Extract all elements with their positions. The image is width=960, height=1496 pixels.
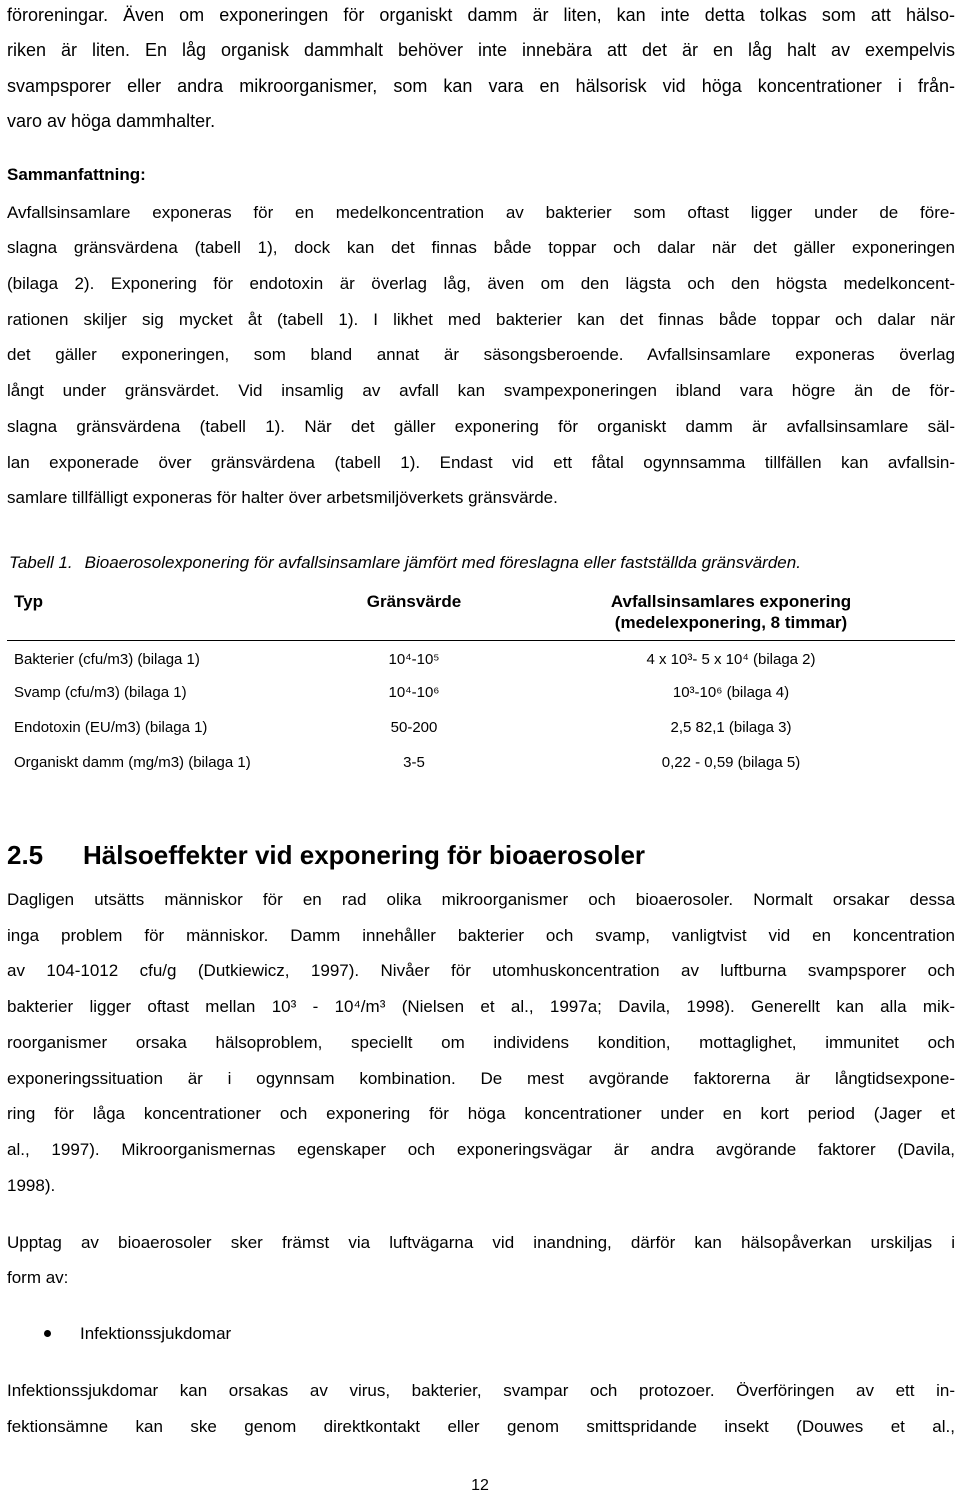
table-caption <box>9 553 801 573</box>
table-header-type: Typ <box>14 592 43 611</box>
table-cell-limit: 50-200 <box>390 719 438 736</box>
paragraph-line: bakterier ligger oftast mellan 10³ - 10⁴/m³ (Nielsen et al., 1997a; Davila, 1998). Generellt kan alla mik- <box>7 997 955 1016</box>
table-cell-type: Bakterier (cfu/m3) (bilaga 1) <box>14 651 200 668</box>
paragraph-line: al., 1997). Mikroorganismernas egenskaper och exponeringsvägar är andra avgörande faktorer (Davila, <box>7 1140 955 1159</box>
summary-line: slagna gränsvärdena (tabell 1), dock kan det finnas både toppar och dalar när det gäller exponeringen <box>7 238 955 257</box>
table-cell-type: Svamp (cfu/m3) (bilaga 1) <box>14 684 187 701</box>
table-cell-limit: 3-5 <box>403 754 425 771</box>
paragraph-line: av 104-1012 cfu/g (Dutkiewicz, 1997). Nivåer för utomhuskoncentration av luftburna svampsporer och <box>7 961 955 980</box>
summary-line: slagna gränsvärdena (tabell 1). När det gäller exponering för organiskt damm är avfallsinsamlare säl- <box>7 417 955 436</box>
table-caption-label: Tabell 1. <box>9 553 73 572</box>
summary-line: samlare tillfälligt exponeras för halter över arbetsmiljöverkets gränsvärde. <box>7 488 558 507</box>
intro-line: föroreningar. Även om exponeringen för organiskt damm är liten, kan inte detta tolkas som att hälso- <box>7 5 955 25</box>
paragraph-line: roorganismer orsaka hälsoproblem, speciellt om individens kondition, mottaglighet, immunitet och <box>7 1033 955 1052</box>
list-item: Infektionssjukdomar <box>80 1324 232 1343</box>
summary-line: (bilaga 2). Exponering för endotoxin är överlag låg, även om den lägsta och den högsta medelkoncent- <box>7 274 955 293</box>
summary-line: lan exponerade över gränsvärdena (tabell 1). Endast vid ett fåtal ogynnsamma tillfällen kan avfallsin- <box>7 453 955 472</box>
section-title: Hälsoeffekter vid exponering för bioaerosoler <box>83 840 646 870</box>
section-heading <box>7 838 646 872</box>
paragraph-line: 1998). <box>7 1176 56 1195</box>
summary-line: det gäller exponeringen, som bland annat är säsongsberoende. Avfallsinsamlare exponeras överlag <box>7 345 955 364</box>
paragraph-line: ring för låga koncentrationer och exponering för höga koncentrationer under en kort period (Jager et <box>7 1104 955 1123</box>
paragraph-line: Dagligen utsätts människor för en rad olika mikroorganismer och bioaerosoler. Normalt orsakar dessa <box>7 890 955 909</box>
paragraph-line: form av: <box>7 1268 69 1287</box>
paragraph-line: inga problem för människor. Damm innehåller bakterier och svamp, vanligtvist vid en koncentration <box>7 926 955 945</box>
table-header-limit: Gränsvärde <box>366 592 462 611</box>
table-header-exposure-sub: (medelexponering, 8 timmar) <box>614 613 848 632</box>
intro-line: riken är liten. En låg organisk dammhalt behöver inte innebära att det är en låg halt av exempelvis <box>7 40 955 60</box>
intro-line: svampsporer eller andra mikroorganismer, som kan vara en hälsorisk vid höga koncentrationer i från- <box>7 76 955 96</box>
table-cell-limit: 10⁴-10⁶ <box>388 684 440 701</box>
summary-line: långt under gränsvärdet. Vid insamlig av avfall kan svampexponeringen ibland vara högre än de för- <box>7 381 955 400</box>
page-number: 12 <box>471 1477 489 1494</box>
table-cell-limit: 10⁴-10⁵ <box>388 651 440 668</box>
table-caption-text: Bioaerosolexponering för avfallsinsamlare jämfört med föreslagna eller fastställda gränsvärden. <box>84 553 801 572</box>
intro-line: varo av höga dammhalter. <box>7 111 216 131</box>
summary-line: Avfallsinsamlare exponeras för en medelkoncentration av bakterier som oftast ligger under de före- <box>7 203 955 222</box>
table-header-rule <box>7 640 955 641</box>
table-cell-exposure: 2,5 82,1 (bilaga 3) <box>670 719 792 736</box>
section-number: 2.5 <box>7 840 44 870</box>
summary-line: rationen skiljer sig mycket åt (tabell 1). I likhet med bakterier kan det finnas både toppar och dalar när <box>7 310 955 329</box>
paragraph-line: Upptag av bioaerosoler sker främst via luftvägarna vid inandning, därför kan hälsopåverkan urskiljas i <box>7 1233 955 1252</box>
bullet-icon <box>44 1330 51 1337</box>
table-header-exposure: Avfallsinsamlares exponering <box>610 592 852 611</box>
summary-heading: Sammanfattning: <box>7 165 146 184</box>
table-cell-exposure: 4 x 10³- 5 x 10⁴ (bilaga 2) <box>646 651 816 668</box>
table-cell-exposure: 10³-10⁶ (bilaga 4) <box>672 684 790 701</box>
paragraph-line: exponeringssituation är i ogynnsam kombination. De mest avgörande faktorerna är långtidsexpone- <box>7 1069 955 1088</box>
table-cell-type: Organiskt damm (mg/m3) (bilaga 1) <box>14 754 251 771</box>
table-cell-exposure: 0,22 - 0,59 (bilaga 5) <box>661 754 801 771</box>
table-cell-type: Endotoxin (EU/m3) (bilaga 1) <box>14 719 208 736</box>
paragraph-line: Infektionssjukdomar kan orsakas av virus, bakterier, svampar och protozoer. Överföringen av ett in- <box>7 1381 955 1400</box>
paragraph-line: fektionsämne kan ske genom direktkontakt eller genom smittspridande insekt (Douwes et al., <box>7 1417 955 1436</box>
